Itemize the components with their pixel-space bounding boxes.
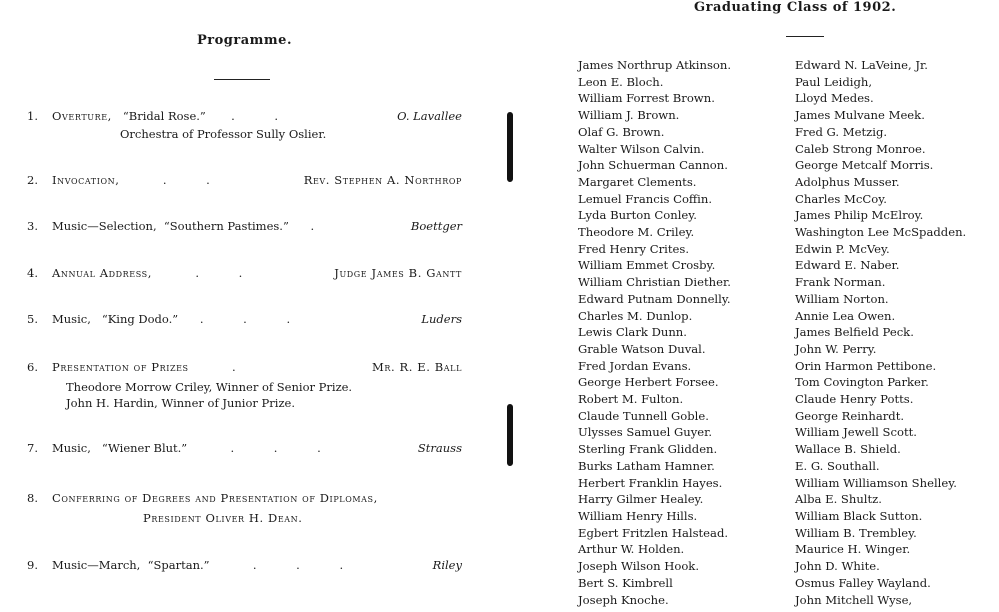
item-subtext: Theodore Morrow Criley, Winner of Senior Prize. — [66, 380, 353, 394]
graduate-name: Bert S. Kimbrell — [578, 575, 673, 590]
programme-page: Programme. 1. Overture, “Bridal Rose.” . . O. Lavallee Orchestra of Professor Sully Oslier. 2. Invocation, . . Rev. Stephen A. Northrop 3. Music—Selection, “Southern Pastimes.” . Boettger 4. Annual Address, . . Judge James B. Gantt 5. Music, “King Dodo.” . . . Luders 6. Presentation of Prizes . Mr. R. E. Ball Theodore Morrow Criley, Winner of Senior Prize. John H. Hardin, Winner of Junior Prize. 7. Music, “Wiener Blut.” . . . Strauss 8. Conferring of Degrees and Presentation of Diplomas, President Oliver H. Dean. 9. Music—March, “Spartan.” . . . Riley — [27, 33, 462, 572]
title-divider — [786, 36, 824, 37]
graduate-name: Burks Latham Hamner. — [578, 458, 715, 473]
item-subtext: President Oliver H. Dean. — [143, 511, 303, 525]
graduate-name: Fred Henry Crites. — [578, 241, 690, 256]
graduate-name: Claude Henry Potts. — [795, 392, 914, 407]
graduate-name: E. G. Southall. — [795, 458, 880, 473]
graduate-name: Joseph Knoche. — [578, 592, 669, 607]
graduate-name: Paul Leidigh, — [795, 74, 873, 89]
graduate-name: Edward N. LaVeine, Jr. — [795, 58, 928, 72]
graduate-name: George Herbert Forsee. — [578, 375, 719, 390]
graduate-name: Frank Norman. — [795, 275, 886, 290]
graduate-name: Harry Gilmer Healey. — [578, 492, 704, 507]
graduate-name: Ulysses Samuel Guyer. — [578, 425, 713, 440]
graduate-name: Joseph Wilson Hook. — [578, 559, 700, 574]
graduate-name: John Mitchell Wyse, — [795, 592, 913, 607]
graduate-name: Adolphus Musser. — [795, 174, 900, 189]
graduate-name: Margaret Clements. — [578, 174, 697, 189]
graduate-name: Walter Wilson Calvin. — [578, 141, 705, 156]
item-subtext: Orchestra of Professor Sully Oslier. — [120, 127, 327, 141]
title-divider — [214, 79, 270, 80]
graduate-name: Washington Lee McSpadden. — [795, 225, 967, 240]
graduate-name: Maurice H. Winger. — [795, 542, 911, 557]
graduate-name: Orin Harmon Pettibone. — [795, 358, 937, 373]
binding-mark — [507, 404, 513, 466]
binding-mark — [507, 112, 513, 182]
graduate-name: Lewis Clark Dunn. — [578, 325, 687, 340]
graduate-name: John Schuerman Cannon. — [578, 158, 728, 173]
graduate-name: Olaf G. Brown. — [578, 124, 665, 139]
graduate-name: Lemuel Francis Coffin. — [578, 191, 713, 206]
graduate-name: James Mulvane Meek. — [795, 108, 925, 123]
graduate-name: Edward Putnam Donnelly. — [578, 291, 731, 306]
graduate-name: Charles M. Dunlop. — [578, 308, 693, 323]
graduate-name: Fred Jordan Evans. — [578, 358, 692, 373]
graduate-name: Tom Covington Parker. — [795, 375, 929, 390]
name-column-2 — [795, 57, 966, 608]
graduate-name: John W. Perry. — [795, 341, 877, 356]
graduating-class-page — [560, 0, 999, 612]
graduate-name: John D. White. — [795, 559, 880, 574]
graduate-name: William J. Brown. — [578, 108, 680, 123]
graduate-name: William Black Sutton. — [795, 508, 923, 523]
graduate-name: Annie Lea Owen. — [795, 308, 896, 323]
graduate-name: William Norton. — [795, 291, 889, 306]
graduate-name: William Forrest Brown. — [578, 91, 715, 106]
graduate-name: William Christian Diether. — [578, 275, 731, 290]
graduate-name: Theodore M. Criley. — [578, 225, 695, 240]
graduate-name: Arthur W. Holden. — [578, 542, 685, 557]
graduate-name: William Williamson Shelley. — [795, 475, 957, 490]
graduate-name: Grable Watson Duval. — [578, 341, 706, 356]
graduate-name: George Metcalf Morris. — [795, 158, 934, 173]
graduate-name: William Henry Hills. — [578, 508, 698, 523]
graduate-name: Charles McCoy. — [795, 191, 887, 206]
graduate-name: Leon E. Bloch. — [578, 74, 664, 89]
graduate-name: Lyda Burton Conley. — [578, 208, 697, 223]
class-title: Graduating Class of 1902. — [694, 0, 897, 15]
graduate-name: William Jewell Scott. — [795, 425, 917, 440]
graduate-name: Alba E. Shultz. — [795, 492, 882, 507]
graduate-name: Lloyd Medes. — [795, 91, 874, 106]
item-subtext: John H. Hardin, Winner of Junior Prize. — [66, 396, 295, 410]
graduate-name: William Emmet Crosby. — [578, 258, 716, 273]
graduate-name: Herbert Franklin Hayes. — [578, 475, 723, 490]
graduate-name: Robert M. Fulton. — [578, 392, 684, 407]
graduate-name: Edward E. Naber. — [795, 258, 900, 273]
graduate-name: James Philip McElroy. — [795, 208, 924, 223]
graduate-name: Fred G. Metzig. — [795, 124, 888, 139]
graduate-name: Edwin P. McVey. — [795, 241, 890, 256]
graduate-name: Osmus Falley Wayland. — [795, 575, 931, 590]
graduate-name: Caleb Strong Monroe. — [795, 141, 926, 156]
graduate-name: Claude Tunnell Goble. — [578, 408, 709, 423]
programme-title: Programme. — [197, 33, 292, 48]
graduate-name: Sterling Frank Glidden. — [578, 442, 718, 457]
graduate-name: James Belfield Peck. — [795, 325, 914, 340]
graduate-name: William B. Trembley. — [795, 525, 917, 540]
name-column-1 — [578, 57, 731, 608]
graduate-name: Wallace B. Shield. — [795, 442, 901, 457]
graduate-name: George Reinhardt. — [795, 408, 905, 423]
graduate-name: Egbert Fritzlen Halstead. — [578, 525, 729, 540]
graduate-name: James Northrup Atkinson. — [578, 58, 732, 72]
